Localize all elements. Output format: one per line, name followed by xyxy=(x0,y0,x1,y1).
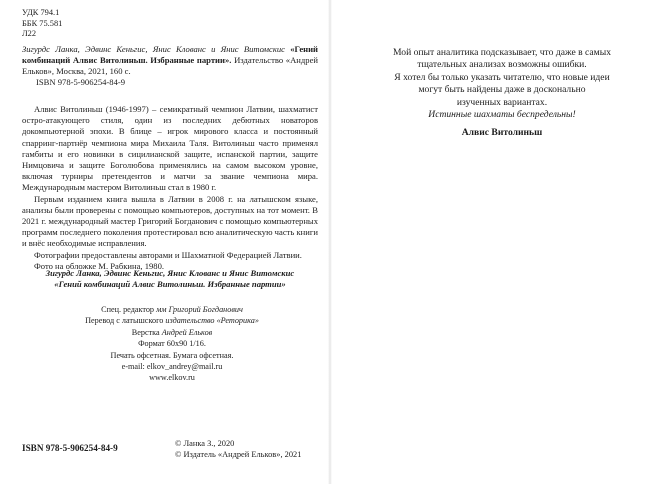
credit-website: www.elkov.ru xyxy=(149,373,195,383)
credit-translation-label: Перевод с латышского xyxy=(85,316,164,326)
book-title-block xyxy=(22,268,318,291)
credit-translation xyxy=(24,315,320,326)
credit-translation-name: издательство «Реторика» xyxy=(165,316,259,326)
biblio-authors: Зигурдс Ланка, Эдвинс Кеньгис, Янис Клованс и Янис Витомскис xyxy=(22,44,285,54)
credit-layout xyxy=(24,327,320,338)
epigraph-line: Мой опыт аналитика подсказывает, что даже в самых xyxy=(393,47,611,58)
biblio-isbn: ISBN 978-5-906254-84-9 xyxy=(36,77,126,87)
publication-credits xyxy=(24,304,320,384)
epigraph-line: могут быть найдены даже в досконально xyxy=(418,84,586,96)
epigraph-closing: Истинные шахматы беспредельны! xyxy=(428,109,576,121)
credit-editor xyxy=(24,304,320,315)
credit-layout-label: Верстка xyxy=(131,327,160,337)
annotation-paragraph: Первым изданием книга вышла в Латвии в 2008 г. на латышском языке, анализы были проверены с помощью компьютеров, доступных на тот момент. В 2021 г. международный мастер Григорий Богданович с помощью компьютерных программ последнего поколения протестировал всю аналитическую часть книги и внёс необходимые исправления. xyxy=(22,193,318,249)
author-code: Л22 xyxy=(22,29,37,39)
epigraph-author: Алвис Витолиньш xyxy=(461,127,543,138)
credit-layout-name: Андрей Ельков xyxy=(161,327,213,337)
catalog-indices xyxy=(22,8,62,40)
copyright-line: © Ланка З., 2020 xyxy=(175,439,235,448)
copyright-line: © Издатель «Андрей Ельков», 2021 xyxy=(175,450,302,459)
biblio-title: «Гений комбинаций Алвис Витолиньш. Избранные партии». xyxy=(22,44,318,66)
bbk-index: ББК 75.581 xyxy=(22,18,63,28)
isbn-bottom: ISBN 978-5-906254-84-9 xyxy=(22,443,118,453)
title-block-title: «Гений комбинаций Алвис Витолиньш. Избранные партии» xyxy=(54,279,286,290)
epigraph-line: Я хотел бы только указать читателю, что новые идеи xyxy=(394,71,610,83)
credit-editor-label: Спец. редактор xyxy=(101,305,155,314)
annotation-paragraph: Алвис Витолиньш (1946-1997) – семикратный чемпион Латвии, шахматист остро-атакующего стиля, один из последних дебютных новаторов докомпьютерной эпохи. В блице – игрок мирового класса и постоянный спарринг-партнёр чемпиона мира Михаила Таля. Витолиньш часто применял гамбиты и его новинки в сицилианской защите, испанской партии, защите Нимцовича и защите Боголюбова применялись на самом высоком уровне, включая турниры претендентов и матчи за звание чемпиона мира. Международным мастером Витолиньш стал в 1980 г. xyxy=(22,104,318,193)
udk-index: УДК 794.1 xyxy=(22,8,60,17)
annotation-paragraph: Фотографии предоставлены авторами и Шахматной Федерацией Латвии. xyxy=(34,249,302,260)
epigraph-line: тщательных анализах возможны ошибки. xyxy=(417,59,587,71)
credit-print: Печать офсетная. Бумага офсетная. xyxy=(110,350,234,360)
bibliographic-record xyxy=(22,44,318,78)
biblio-imprint: Издательство «Андрей Ельков», Москва, 2021, 160 с. xyxy=(22,55,318,77)
annotation-text xyxy=(22,104,318,272)
epigraph-line: изученных вариантах. xyxy=(456,96,548,108)
credit-format: Формат 60x90 1/16. xyxy=(138,339,206,349)
credit-editor-name: мм Григорий Богданович xyxy=(156,305,243,314)
title-block-authors: Зигурдс Ланка, Эдвинс Кеньгис, Янис Клованс и Янис Витомскис xyxy=(45,268,295,278)
credit-email: e-mail: elkov_andrey@mail.ru xyxy=(121,362,223,372)
epigraph xyxy=(380,47,624,121)
right-page xyxy=(330,0,660,484)
annotation-paragraph: Фото на обложке М. Рабкина, 1980. xyxy=(34,260,165,271)
copyright-notice xyxy=(175,438,301,460)
